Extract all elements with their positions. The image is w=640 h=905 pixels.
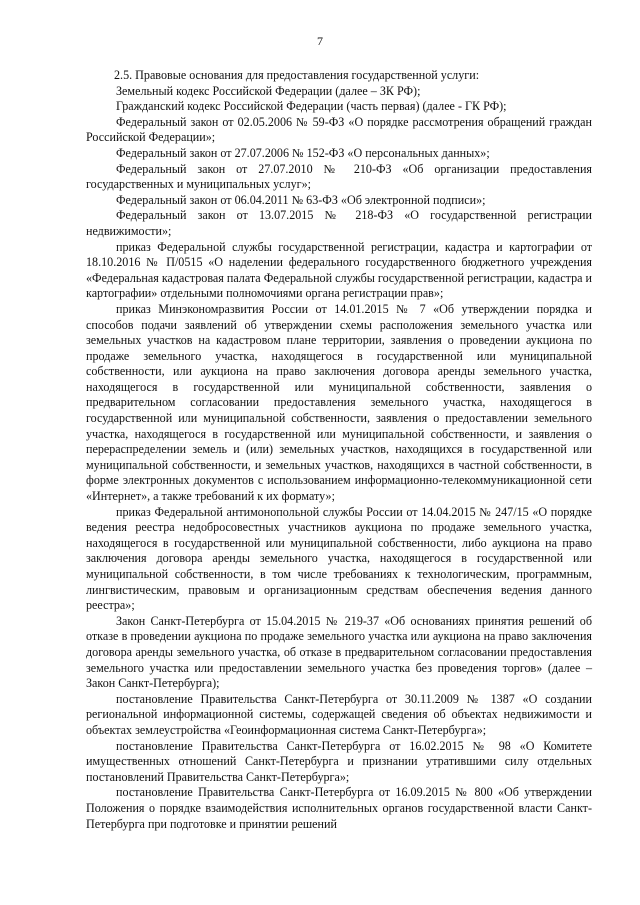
paragraph: постановление Правительства Санкт-Петербурга от 16.02.2015 № 98 «О Комитете имущественных отношений Санкт-Петербурга и признании утратившими силу отдельных постановлений Правительства Санкт-Петербурга»; <box>86 738 592 784</box>
paragraph: постановление Правительства Санкт-Петербурга от 16.09.2015 № 800 «Об утверждении Положения о порядке взаимодействия исполнительных органов государственной власти Санкт-Петербурга при подготовке и принятии решений <box>86 785 592 831</box>
paragraph: приказ Федеральной антимонопольной службы России от 14.04.2015 № 247/15 «О порядке ведения реестра недобросовестных участников аукциона по продаже земельного участка, находящегося в государственной или муниципальной собственности, либо аукциона на право заключения договора аренды земельного участка, находящегося в государственной или муниципальной собственности, в том числе требованиях к технологическим, программным, лингвистическим, правовым и организационным средствам обеспечения ведения данного реестра»; <box>86 504 592 613</box>
paragraph: Земельный кодекс Российской Федерации (далее – ЗК РФ); <box>116 83 421 98</box>
paragraph: Федеральный закон от 13.07.2015 № 218-ФЗ «О государственной регистрации недвижимости»; <box>86 208 592 238</box>
paragraph: Федеральный закон от 06.04.2011 № 63-ФЗ «Об электронной подписи»; <box>116 192 486 207</box>
paragraph: Федеральный закон от 27.07.2006 № 152-ФЗ «О персональных данных»; <box>116 145 490 160</box>
paragraph: Федеральный закон от 27.07.2010 № 210-ФЗ «Об организации предоставления государственных и муниципальных услуг»; <box>86 161 592 192</box>
page-number: 7 <box>317 34 323 48</box>
section-heading: 2.5. Правовые основания для предоставления государственной услуги: <box>114 68 480 82</box>
paragraph: Гражданский кодекс Российской Федерации (часть первая) (далее - ГК РФ); <box>116 99 507 114</box>
paragraph: постановление Правительства Санкт-Петербурга от 30.11.2009 № 1387 «О создании региональной информационной системы, содержащей сведения об объектах недвижимости и объектах землеустройства «Геоинформационная система Санкт-Петербурга»; <box>86 691 592 737</box>
document-body <box>86 68 592 832</box>
paragraph: приказ Федеральной службы государственной регистрации, кадастра и картографии от 18.10.2016 № П/0515 «О наделении федерального государственного бюджетного учреждения «Федеральная кадастровая палата Федеральной службы государственной регистрации, кадастра и картографии» отдельными полномочиями органа регистрации прав»; <box>86 239 592 301</box>
paragraph: Федеральный закон от 02.05.2006 № 59-ФЗ «О порядке рассмотрения обращений граждан Российской Федерации»; <box>86 114 592 145</box>
paragraph: приказ Минэкономразвития России от 14.01.2015 № 7 «Об утверждении порядка и способов подачи заявлений об утверждении схемы расположения земельного участка или земельных участков на кадастровом плане территории, заявления о проведении аукциона по продаже земельного участка, находящегося в государственной или муниципальной собственности, или аукциона на право заключения договора аренды земельного участка, находящегося в государственной или муниципальной собственности, заявления о предварительном согласовании предоставления земельного участка, находящегося в государственной или муниципальной собственности, заявления о предоставлении земельного участка, находящегося в государственной или муниципальной собственности, и заявления о перераспределении земель и (или) земельных участков, находящихся в государственной или муниципальной собственности, и земельных участков, находящихся в частной собственности, в форме электронных документов с использованием информационно-телекоммуникационной сети «Интернет», а также требований к их формату»; <box>86 301 592 504</box>
paragraph: Закон Санкт-Петербурга от 15.04.2015 № 219-37 «Об основаниях принятия решений об отказе в проведении аукциона по продаже земельного участка или аукциона на право заключения договора аренды земельного участка, об отказе в предварительном согласовании предоставления земельного участка или предоставлении земельного участка без проведения торгов» (далее – Закон Санкт-Петербурга); <box>86 613 592 691</box>
